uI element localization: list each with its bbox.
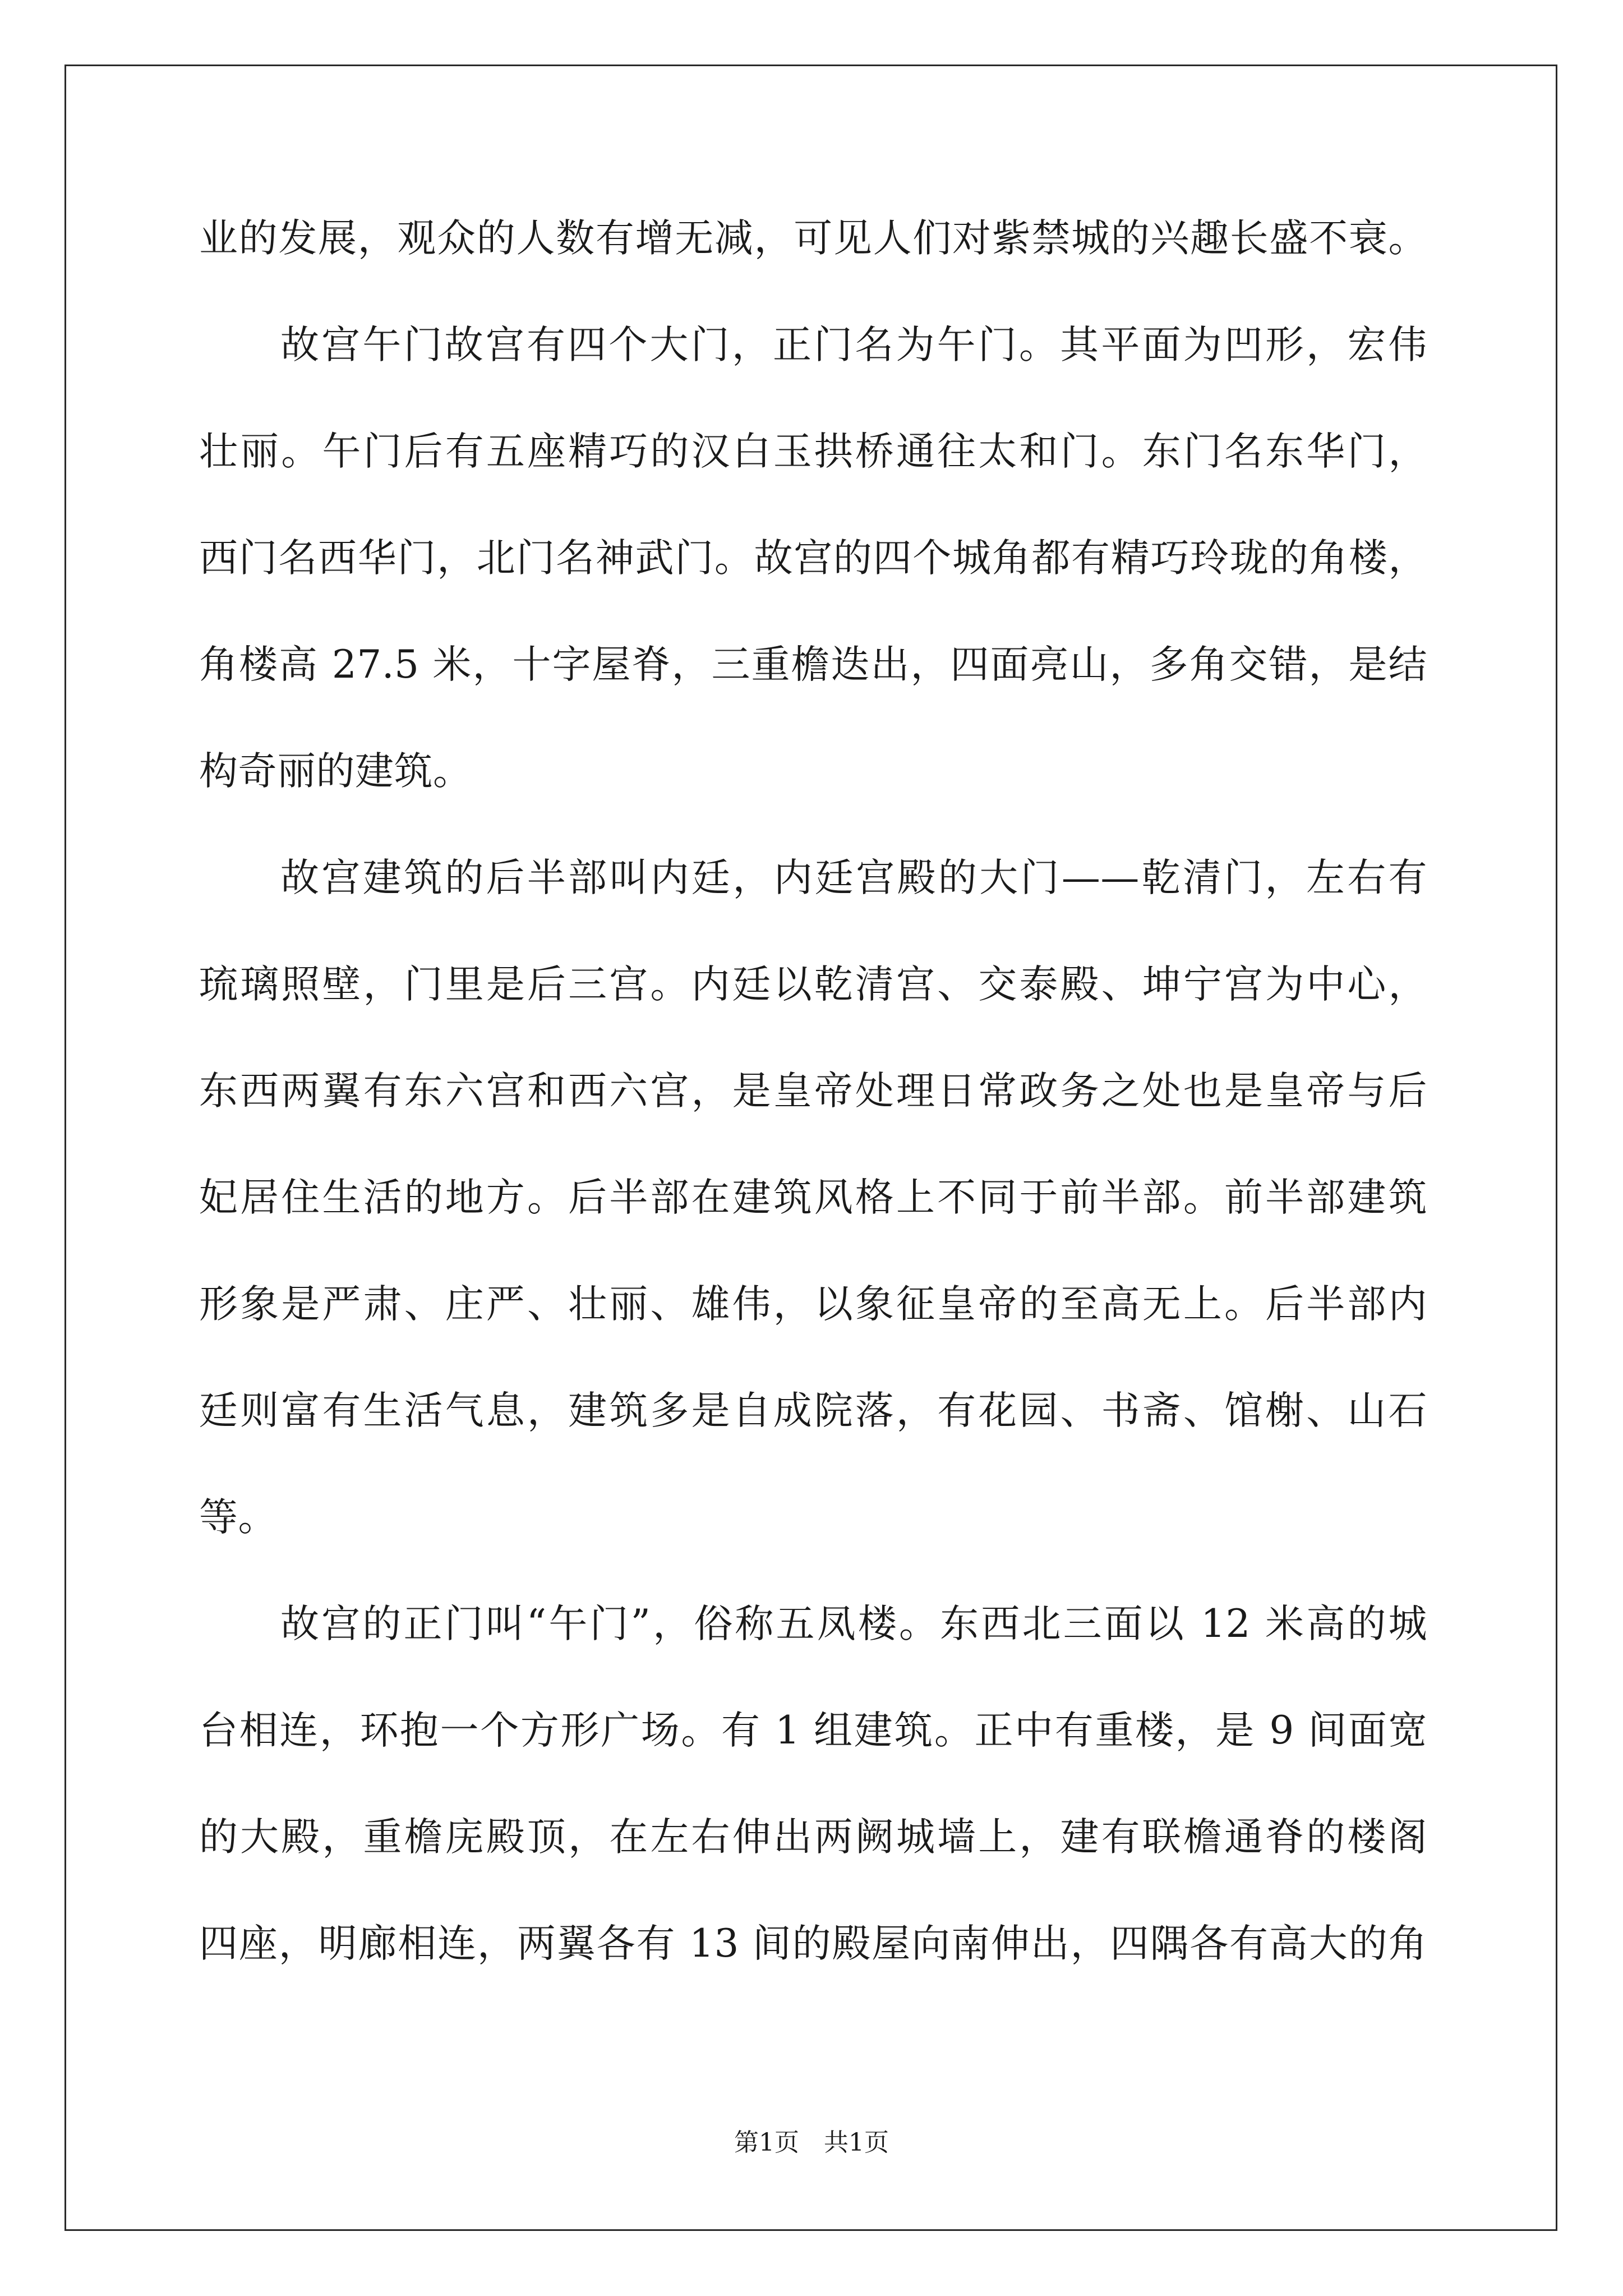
paragraph-first-line: 故宫建筑的后半部叫内廷，内廷宫殿的大门——乾清门，左右有 — [280, 855, 1427, 900]
text-line: 形象是严肃、庄严、壮丽、雄伟，以象征皇帝的至高无上。后半部内 — [199, 1282, 1427, 1327]
text-line: 角楼高 27.5 米，十字屋脊，三重檐迭出，四面亮山，多角交错，是结 — [199, 642, 1427, 687]
text-line: 等。 — [199, 1495, 277, 1540]
text-line: 东西两翼有东六宫和西六宫，是皇帝处理日常政务之处也是皇帝与后 — [199, 1069, 1427, 1114]
text-line: 琉璃照壁，门里是后三宫。内廷以乾清宫、交泰殿、坤宁宫为中心， — [199, 962, 1427, 1007]
text-line: 妃居住生活的地方。后半部在建筑风格上不同于前半部。前半部建筑 — [199, 1175, 1427, 1220]
text-line: 构奇丽的建筑。 — [199, 749, 472, 794]
text-line: 廷则富有生活气息，建筑多是自成院落，有花园、书斋、馆榭、山石 — [199, 1388, 1427, 1433]
text-line: 台相连，环抱一个方形广场。有 1 组建筑。正中有重楼，是 9 间面宽 — [199, 1708, 1427, 1753]
text-line: 西门名西华门，北门名神武门。故宫的四个城角都有精巧玲珑的角楼， — [199, 536, 1427, 581]
page-border — [64, 65, 1557, 2231]
text-line: 壮丽。午门后有五座精巧的汉白玉拱桥通往太和门。东门名东华门， — [199, 429, 1427, 474]
page-footer: 第1页 共1页 — [734, 2128, 889, 2157]
paragraph-first-line: 故宫午门故宫有四个大门，正门名为午门。其平面为凹形，宏伟 — [280, 323, 1427, 367]
text-line: 四座，明廊相连，两翼各有 13 间的殿屋向南伸出，四隅各有高大的角 — [199, 1921, 1427, 1966]
text-line: 业的发展，观众的人数有增无减，可见人们对紫禁城的兴趣长盛不衰。 — [199, 216, 1427, 261]
text-line: 的大殿，重檐庑殿顶，在左右伸出两阙城墙上，建有联檐通脊的楼阁 — [199, 1815, 1427, 1860]
paragraph-first-line: 故宫的正门叫“午门”，俗称五凤楼。东西北三面以 12 米高的城 — [280, 1602, 1427, 1646]
